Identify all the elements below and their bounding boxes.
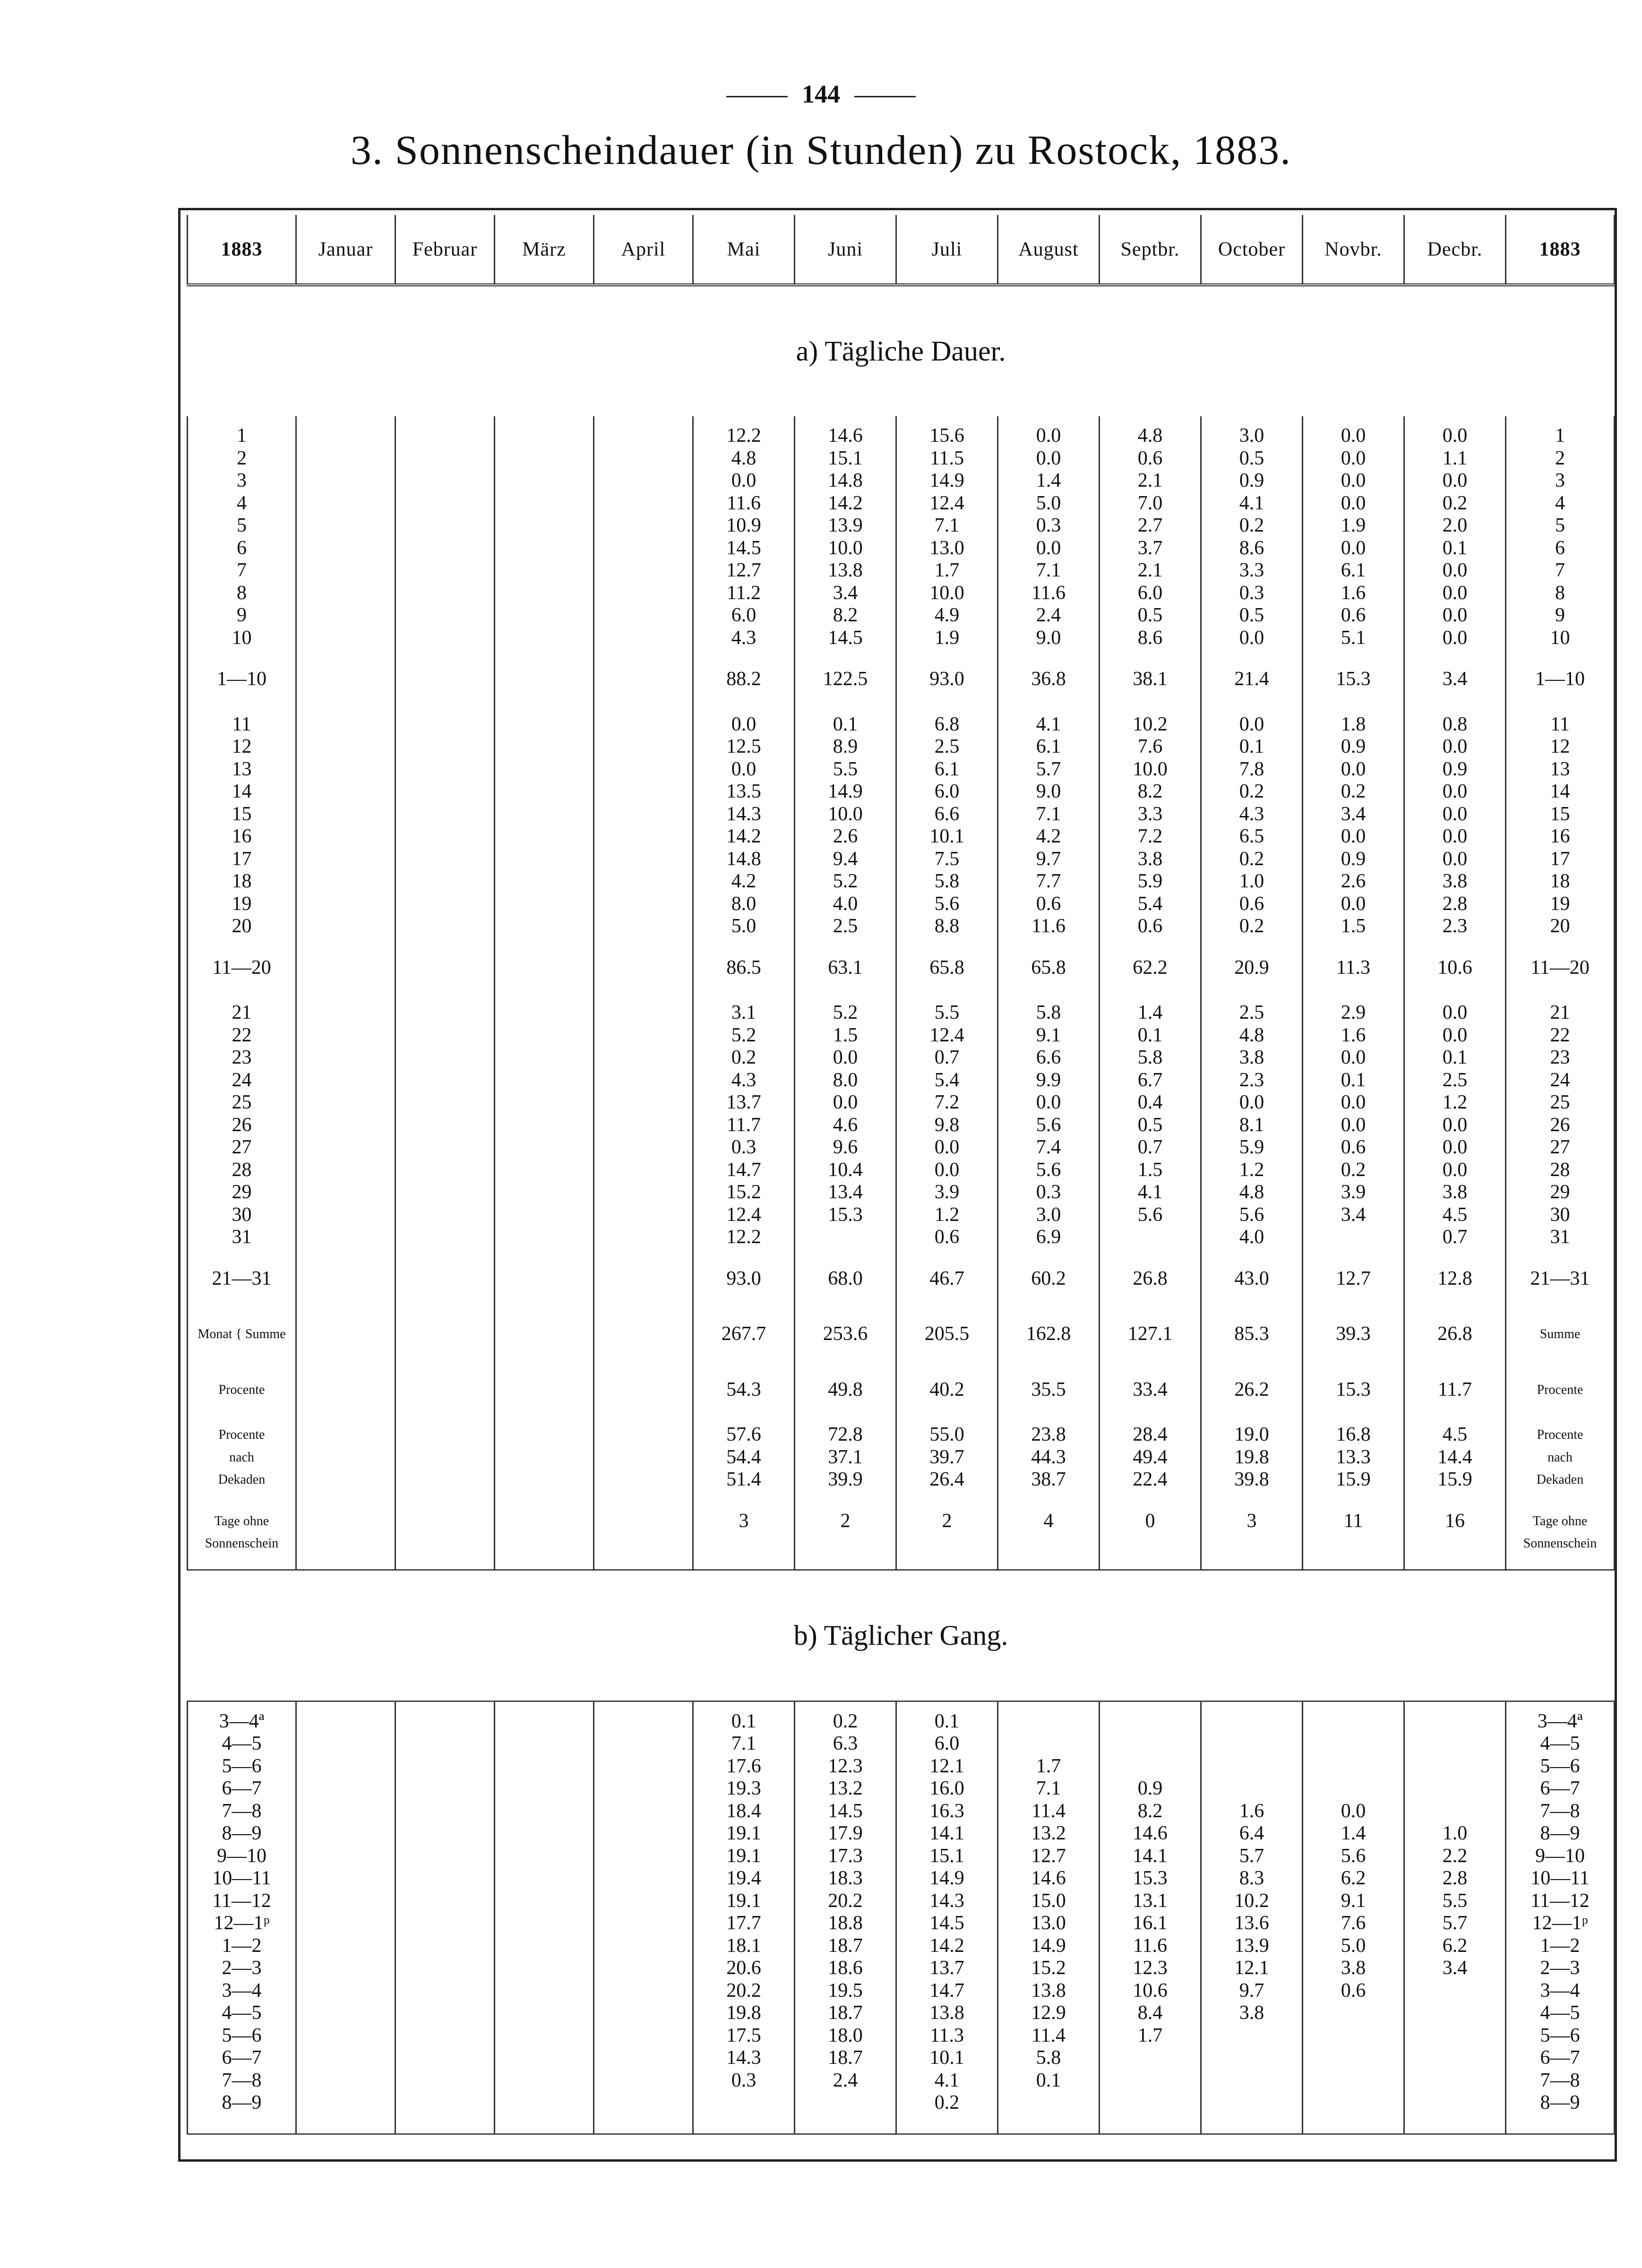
dekade-sum: 3.4 [1404, 649, 1506, 705]
summe-label: Summe [1539, 1327, 1581, 1341]
hour-values [296, 1701, 395, 2134]
dekade-label-right: 21—31 [1506, 1249, 1615, 1305]
dekade-sum: 65.8 [896, 938, 998, 994]
dekade-sum [594, 938, 693, 994]
column-header: Juni [795, 215, 896, 285]
data-block-dekade3 [188, 993, 1615, 1249]
monat-summe [395, 1304, 495, 1360]
procente-label: Procente [188, 1360, 296, 1416]
month-values: 0.0 12.5 0.0 13.5 14.3 14.2 14.8 4.2 8.0 5.0 [693, 705, 795, 938]
dekade-sum [395, 649, 495, 705]
day-labels: 11 12 13 14 15 16 17 18 19 20 [188, 705, 296, 938]
month-values [296, 416, 395, 649]
dekaden-procente [495, 1415, 594, 1491]
column-header: Mai [693, 215, 795, 285]
dekade-sum [495, 649, 594, 705]
dekade-sum: 86.5 [693, 938, 795, 994]
hour-values: 0.2 6.3 12.3 13.2 14.5 17.9 17.3 18.3 20.2 18.8 18.7 18.6 19.5 18.7 18.0 18.7 2.4 [795, 1701, 896, 2134]
monat-procente [296, 1360, 395, 1416]
month-values [495, 993, 594, 1249]
column-header: October [1201, 215, 1303, 285]
month-values [495, 705, 594, 938]
hour-values: 0.1 7.1 17.6 19.3 18.4 19.1 19.1 19.4 19.1 17.7 18.1 20.6 20.2 19.8 17.5 14.3 0.3 [693, 1701, 795, 2134]
data-block-dekade1 [188, 416, 1615, 649]
data-block-dekade2 [188, 705, 1615, 938]
monat-procente: 26.2 [1201, 1360, 1303, 1416]
month-values: 12.2 4.8 0.0 11.6 10.9 14.5 12.7 11.2 6.0 4.3 [693, 416, 795, 649]
tage-ohne-value: 4 [998, 1491, 1100, 1570]
hour-values [495, 1701, 594, 2134]
dekade-sum: 36.8 [998, 649, 1100, 705]
tage-ohne-value: 2 [896, 1491, 998, 1570]
month-values: 0.0 1.1 0.0 0.2 2.0 0.1 0.0 0.0 0.0 0.0 [1404, 416, 1506, 649]
dekade-sum [495, 1249, 594, 1305]
dekade-sum: 62.2 [1100, 938, 1201, 994]
hour-values: 0.0 1.4 5.6 6.2 9.1 7.6 5.0 3.8 0.6 [1303, 1701, 1404, 2134]
month-values [395, 993, 495, 1249]
tage-ohne-value: 16 [1404, 1491, 1506, 1570]
hour-labels: 3—4ª 4—5 5—6 6—7 7—8 8—9 9—10 10—11 11—12 12—1ᵖ 1—2 2—3 3—4 4—5 5—6 6—7 7—8 8—9 [188, 1701, 296, 2134]
monat-summe-label-right [1506, 1304, 1615, 1360]
column-header: Januar [296, 215, 395, 285]
month-values [296, 993, 395, 1249]
monat-procente: 33.4 [1100, 1360, 1201, 1416]
tage-ohne-value: 0 [1100, 1491, 1201, 1570]
dekade-sum [395, 938, 495, 994]
dekade-sum: 93.0 [693, 1249, 795, 1305]
tage-ohne-value [395, 1491, 495, 1570]
month-values: 6.8 2.5 6.1 6.0 6.6 10.1 7.5 5.8 5.6 8.8 [896, 705, 998, 938]
month-values: 10.2 7.6 10.0 8.2 3.3 7.2 3.8 5.9 5.4 0.6 [1100, 705, 1201, 938]
dekaden-procente: 19.0 19.8 39.8 [1201, 1415, 1303, 1491]
hour-values [395, 1701, 495, 2134]
dekade-label: 1—10 [188, 649, 296, 705]
tage-ohne-value [594, 1491, 693, 1570]
month-values: 5.5 12.4 0.7 5.4 7.2 9.8 0.0 0.0 3.9 1.2 0.6 [896, 993, 998, 1249]
month-values: 2.5 4.8 3.8 2.3 0.0 8.1 5.9 1.2 4.8 5.6 4.0 [1201, 993, 1303, 1249]
column-header: Februar [395, 215, 495, 285]
table-header [188, 215, 1615, 285]
month-values: 0.8 0.0 0.9 0.0 0.0 0.0 0.0 3.8 2.8 2.3 [1404, 705, 1506, 938]
month-values [395, 705, 495, 938]
dekaden-procente: 72.8 37.1 39.9 [795, 1415, 896, 1491]
section-title-b: b) Täglicher Gang. [188, 1570, 1615, 1701]
column-header: Decbr. [1404, 215, 1506, 285]
dekaden-procente: 55.0 39.7 26.4 [896, 1415, 998, 1491]
dekade-sum: 93.0 [896, 649, 998, 705]
monat-procente: 40.2 [896, 1360, 998, 1416]
monat-summe [495, 1304, 594, 1360]
month-values [296, 705, 395, 938]
hour-values [594, 1701, 693, 2134]
section-a-row [188, 285, 1615, 416]
dekade-label-right: 11—20 [1506, 938, 1615, 994]
month-values: 4.1 6.1 5.7 9.0 7.1 4.2 9.7 7.7 0.6 11.6 [998, 705, 1100, 938]
monat-summe-label: Monat { Summe [188, 1304, 296, 1360]
dekade-sum [594, 1249, 693, 1305]
monat-procente [495, 1360, 594, 1416]
tage-ohne-row [188, 1491, 1615, 1570]
summe-label: Summe [245, 1327, 286, 1341]
monat-summe: 162.8 [998, 1304, 1100, 1360]
month-values: 14.6 15.1 14.8 14.2 13.9 10.0 13.8 3.4 8.2 14.5 [795, 416, 896, 649]
dekaden-procente [296, 1415, 395, 1491]
page-title: 3. Sonnenscheindauer (in Stunden) zu Rostock, 1883. [350, 128, 1292, 173]
dekade-sum [296, 649, 395, 705]
dekade-sum: 63.1 [795, 938, 896, 994]
hour-values: 0.9 8.2 14.6 14.1 15.3 13.1 16.1 11.6 12.3 10.6 8.4 1.7 [1100, 1701, 1201, 2134]
tage-ohne-label: Tage ohne Sonnenschein [188, 1491, 296, 1570]
tage-ohne-value: 3 [693, 1491, 795, 1570]
dekade-sum: 65.8 [998, 938, 1100, 994]
dekade-sum: 122.5 [795, 649, 896, 705]
tage-ohne-value [495, 1491, 594, 1570]
month-values: 0.1 8.9 5.5 14.9 10.0 2.6 9.4 5.2 4.0 2.5 [795, 705, 896, 938]
dekaden-procente: 16.8 13.3 15.9 [1303, 1415, 1404, 1491]
column-header: Novbr. [1303, 215, 1404, 285]
column-header: Juli [896, 215, 998, 285]
hour-values: 1.6 6.4 5.7 8.3 10.2 13.6 13.9 12.1 9.7 3.8 [1201, 1701, 1303, 2134]
dekade-sum: 15.3 [1303, 649, 1404, 705]
dekade-sum: 38.1 [1100, 649, 1201, 705]
month-values: 0.0 0.0 0.0 0.0 1.9 0.0 6.1 1.6 0.6 5.1 [1303, 416, 1404, 649]
day-labels-right: 1 2 3 4 5 6 7 8 9 10 [1506, 416, 1615, 649]
dekade-label: 11—20 [188, 938, 296, 994]
column-header: August [998, 215, 1100, 285]
page-number: 144 [0, 79, 1642, 109]
dekaden-procente: 57.6 54.4 51.4 [693, 1415, 795, 1491]
hour-values: 1.0 2.2 2.8 5.5 5.7 6.2 3.4 [1404, 1701, 1506, 2134]
dekade-sum: 20.9 [1201, 938, 1303, 994]
section-title-a: a) Tägliche Dauer. [796, 335, 1006, 367]
dekaden-procente: 4.5 14.4 15.9 [1404, 1415, 1506, 1491]
dekade-sum: 10.6 [1404, 938, 1506, 994]
sum-row-dekade2 [188, 938, 1615, 994]
monat-summe-row [188, 1304, 1615, 1360]
hour-values: 1.7 7.1 11.4 13.2 12.7 14.6 15.0 13.0 14.9 15.2 13.8 12.9 11.4 5.8 0.1 [998, 1701, 1100, 2134]
month-values [594, 705, 693, 938]
dekade-sum: 26.8 [1100, 1249, 1201, 1305]
dekaden-procente: 23.8 44.3 38.7 [998, 1415, 1100, 1491]
dekade-label: 21—31 [188, 1249, 296, 1305]
sunshine-table [187, 215, 1615, 2135]
dekaden-procente [395, 1415, 495, 1491]
month-values: 15.6 11.5 14.9 12.4 7.1 13.0 1.7 10.0 4.9 1.9 [896, 416, 998, 649]
month-values: 0.0 0.0 0.1 2.5 1.2 0.0 0.0 0.0 3.8 4.5 0.7 [1404, 993, 1506, 1249]
month-values [594, 416, 693, 649]
dekade-sum: 68.0 [795, 1249, 896, 1305]
monat-procente: 15.3 [1303, 1360, 1404, 1416]
monat-summe: 127.1 [1100, 1304, 1201, 1360]
month-values: 0.0 0.0 1.4 5.0 0.3 0.0 7.1 11.6 2.4 9.0 [998, 416, 1100, 649]
dekade-sum: 43.0 [1201, 1249, 1303, 1305]
month-values: 5.8 9.1 6.6 9.9 0.0 5.6 7.4 5.6 0.3 3.0 6.9 [998, 993, 1100, 1249]
monat-label: Monat [198, 1327, 232, 1341]
hour-labels-right: 3—4ª 4—5 5—6 6—7 7—8 8—9 9—10 10—11 11—12 12—1ᵖ 1—2 2—3 3—4 4—5 5—6 6—7 7—8 8—9 [1506, 1701, 1615, 2134]
hour-values: 0.1 6.0 12.1 16.0 16.3 14.1 15.1 14.9 14.3 14.5 14.2 13.7 14.7 13.8 11.3 10.1 4.1 0.2 [896, 1701, 998, 2134]
monat-procente [594, 1360, 693, 1416]
monat-summe: 253.6 [795, 1304, 896, 1360]
dekaden-procente-label: Procente nach Dekaden [188, 1415, 296, 1491]
month-values: 3.1 5.2 0.2 4.3 13.7 11.7 0.3 14.7 15.2 12.4 12.2 [693, 993, 795, 1249]
dekaden-procente: 28.4 49.4 22.4 [1100, 1415, 1201, 1491]
monat-summe [594, 1304, 693, 1360]
monat-procente: 35.5 [998, 1360, 1100, 1416]
month-values [395, 416, 495, 649]
monat-procente-row [188, 1360, 1615, 1416]
monat-procente: 54.3 [693, 1360, 795, 1416]
month-values [594, 993, 693, 1249]
tage-ohne-value: 2 [795, 1491, 896, 1570]
month-values: 3.0 0.5 0.9 4.1 0.2 8.6 3.3 0.3 0.5 0.0 [1201, 416, 1303, 649]
tage-ohne-value [296, 1491, 395, 1570]
tage-ohne-label-right: Tage ohne Sonnenschein [1506, 1491, 1615, 1570]
dekade-sum: 12.8 [1404, 1249, 1506, 1305]
day-labels-right: 11 12 13 14 15 16 17 18 19 20 [1506, 705, 1615, 938]
dekade-sum: 60.2 [998, 1249, 1100, 1305]
month-values [495, 416, 594, 649]
dekaden-procente-label-right: Procente nach Dekaden [1506, 1415, 1615, 1491]
day-labels: 1 2 3 4 5 6 7 8 9 10 [188, 416, 296, 649]
monat-procente [395, 1360, 495, 1416]
month-values: 4.8 0.6 2.1 7.0 2.7 3.7 2.1 6.0 0.5 8.6 [1100, 416, 1201, 649]
procente-label-right: Procente [1506, 1360, 1615, 1416]
column-header: Septbr. [1100, 215, 1201, 285]
gang-block [188, 1701, 1615, 2134]
monat-summe: 26.8 [1404, 1304, 1506, 1360]
monat-procente: 11.7 [1404, 1360, 1506, 1416]
dekade-sum [296, 938, 395, 994]
column-header: April [594, 215, 693, 285]
monat-procente: 49.8 [795, 1360, 896, 1416]
month-values: 2.9 1.6 0.0 0.1 0.0 0.0 0.6 0.2 3.9 3.4 [1303, 993, 1404, 1249]
dekade-sum: 46.7 [896, 1249, 998, 1305]
month-values: 1.4 0.1 5.8 6.7 0.4 0.5 0.7 1.5 4.1 5.6 [1100, 993, 1201, 1249]
column-header: 1883 [188, 215, 296, 285]
dekade-label-right: 1—10 [1506, 649, 1615, 705]
dekade-sum: 21.4 [1201, 649, 1303, 705]
month-values: 0.0 0.1 7.8 0.2 4.3 6.5 0.2 1.0 0.6 0.2 [1201, 705, 1303, 938]
dekade-sum [495, 938, 594, 994]
monat-summe: 267.7 [693, 1304, 795, 1360]
dekaden-procente-row [188, 1415, 1615, 1491]
tage-ohne-value: 3 [1201, 1491, 1303, 1570]
dekaden-procente [594, 1415, 693, 1491]
column-header: 1883 [1506, 215, 1615, 285]
day-labels-right: 21 22 23 24 25 26 27 28 29 30 31 [1506, 993, 1615, 1249]
month-values: 1.8 0.9 0.0 0.2 3.4 0.0 0.9 2.6 0.0 1.5 [1303, 705, 1404, 938]
sum-row-dekade3 [188, 1249, 1615, 1305]
dekade-sum [395, 1249, 495, 1305]
dekade-sum: 12.7 [1303, 1249, 1404, 1305]
monat-summe: 205.5 [896, 1304, 998, 1360]
dekade-sum: 11.3 [1303, 938, 1404, 994]
section-b-row [188, 1570, 1615, 1701]
tage-ohne-value: 11 [1303, 1491, 1404, 1570]
dekade-sum: 88.2 [693, 649, 795, 705]
dekade-sum [594, 649, 693, 705]
column-header: März [495, 215, 594, 285]
sum-row-dekade1 [188, 649, 1615, 705]
dekade-sum [296, 1249, 395, 1305]
monat-summe: 39.3 [1303, 1304, 1404, 1360]
monat-summe [296, 1304, 395, 1360]
day-labels: 21 22 23 24 25 26 27 28 29 30 31 [188, 993, 296, 1249]
monat-summe: 85.3 [1201, 1304, 1303, 1360]
month-values: 5.2 1.5 0.0 8.0 0.0 4.6 9.6 10.4 13.4 15.3 [795, 993, 896, 1249]
